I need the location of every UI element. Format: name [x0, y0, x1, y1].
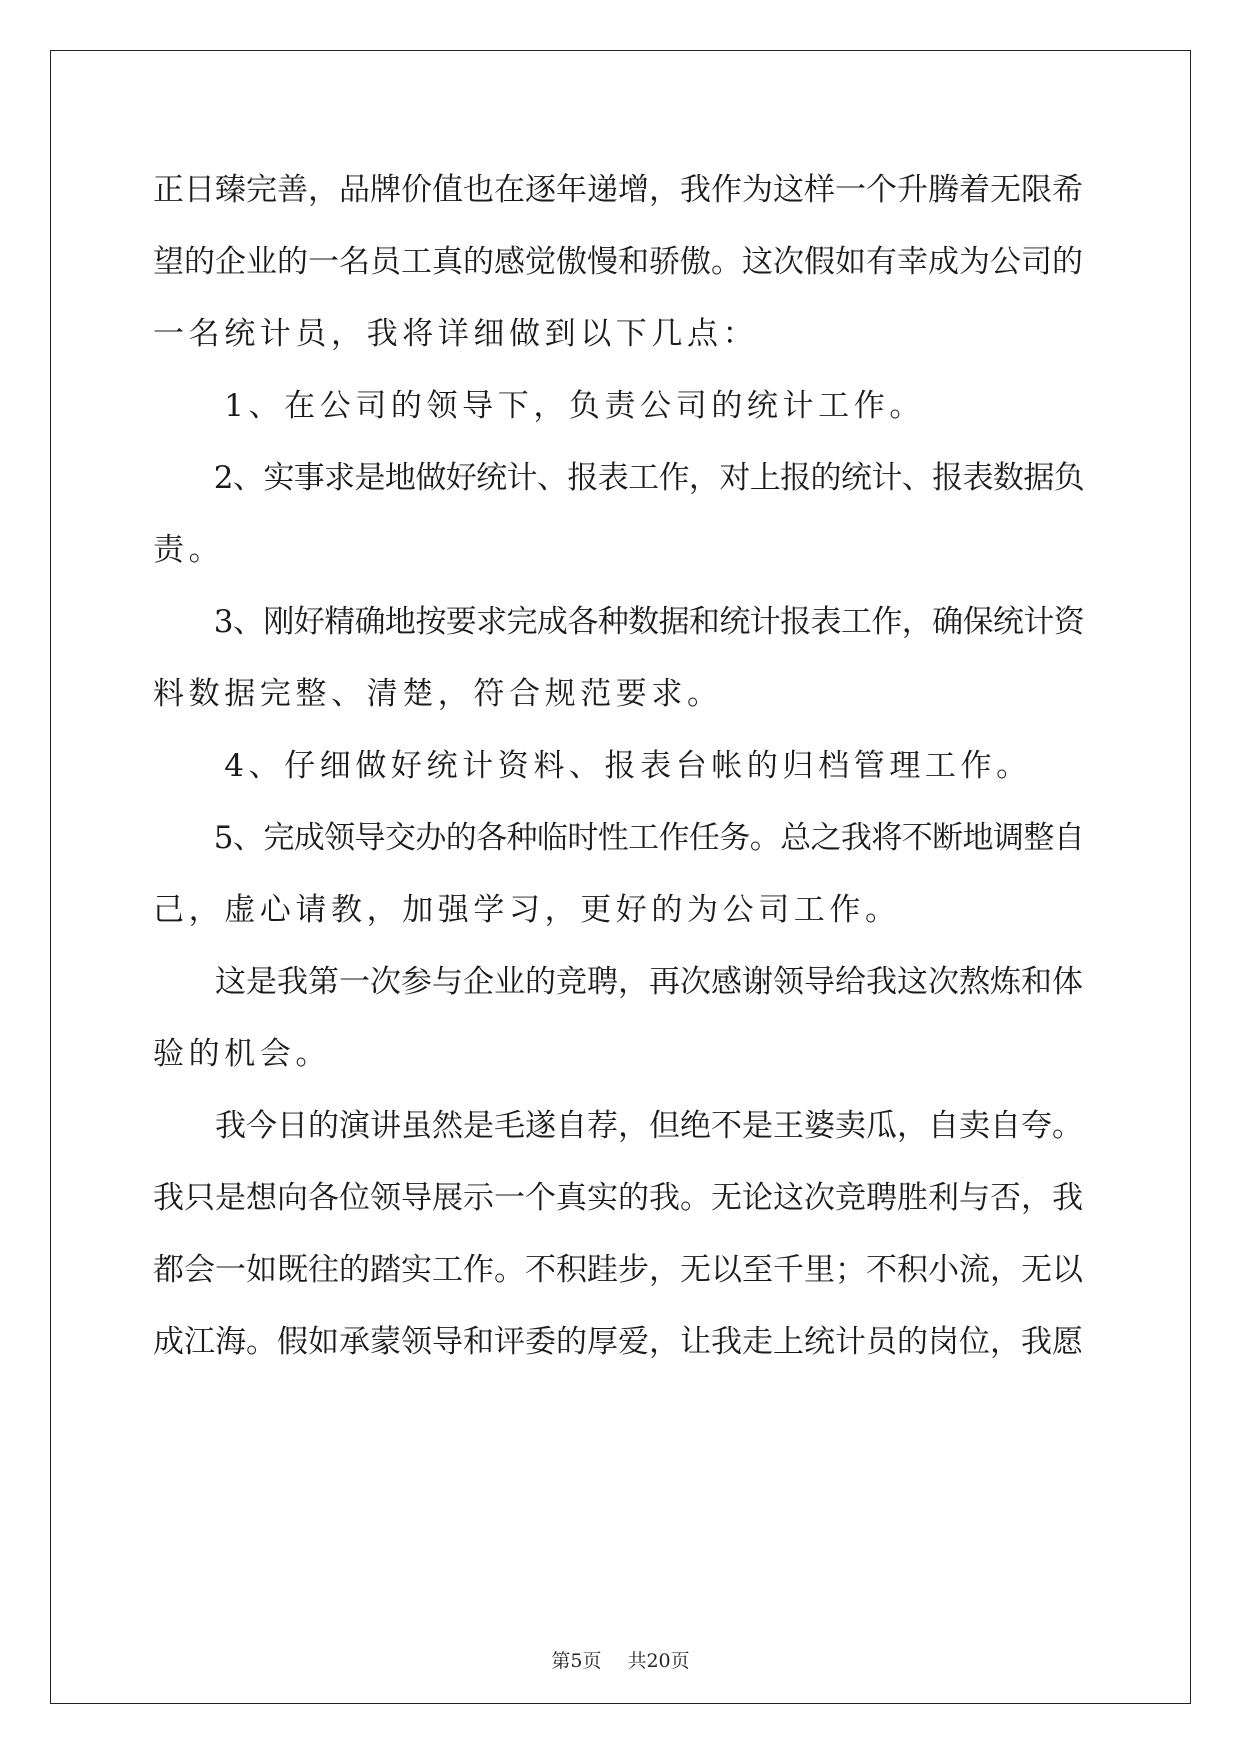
- page-number-current: 第5页: [551, 1650, 602, 1672]
- page-border: [50, 50, 1191, 1704]
- text-line: 验的机会。: [153, 1036, 331, 1072]
- text-line: 我只是想向各位领导展示一个真实的我。无论这次竞聘胜利与否，我: [153, 1180, 1083, 1216]
- text-line: 5、完成领导交办的各种临时性工作任务。总之我将不断地调整自: [153, 820, 1085, 856]
- text-line: 料数据完整、清楚，符合规范要求。: [153, 676, 723, 712]
- text-line: 4、仔细做好统计资料、报表台帐的归档管理工作。: [153, 748, 1032, 784]
- text-line: 我今日的演讲虽然是毛遂自荐，但绝不是王婆卖瓜，自卖自夸。: [153, 1108, 1083, 1144]
- text-line: 望的企业的一名员工真的感觉傲慢和骄傲。这次假如有幸成为公司的: [153, 244, 1083, 280]
- text-line: 3、刚好精确地按要求完成各种数据和统计报表工作，确保统计资: [153, 604, 1085, 640]
- text-line: 正日臻完善，品牌价值也在逐年递增，我作为这样一个升腾着无限希: [153, 172, 1083, 208]
- text-line: 1、在公司的领导下，负责公司的统计工作。: [153, 388, 925, 424]
- page-footer: [0, 1646, 1241, 1673]
- text-line: 己，虚心请教，加强学习，更好的为公司工作。: [153, 892, 901, 928]
- text-line: 一名统计员，我将详细做到以下几点：: [153, 316, 759, 352]
- text-line: 这是我第一次参与企业的竞聘，再次感谢领导给我这次熬炼和体: [153, 964, 1083, 1000]
- text-line: 成江海。假如承蒙领导和评委的厚爱，让我走上统计员的岗位，我愿: [153, 1324, 1083, 1360]
- page-number-total: 共20页: [627, 1650, 690, 1672]
- text-line: 2、实事求是地做好统计、报表工作，对上报的统计、报表数据负: [153, 460, 1085, 496]
- text-line: 责。: [153, 532, 225, 568]
- text-line: 都会一如既往的踏实工作。不积跬步，无以至千里；不积小流，无以: [153, 1252, 1083, 1288]
